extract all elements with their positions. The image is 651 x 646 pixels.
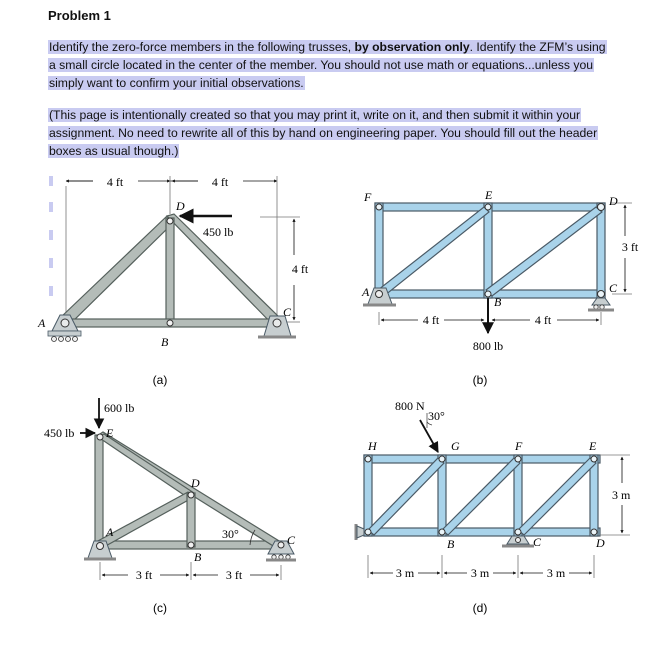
truss-d-members	[364, 455, 600, 536]
truss-b-member-AE	[378, 207, 489, 296]
truss-b-member-FA	[375, 203, 383, 298]
truss-d-member-top	[364, 455, 600, 463]
truss-a-node-C: C	[283, 305, 292, 319]
truss-c-member-AD	[96, 492, 192, 548]
truss-d-angle: 30°	[428, 409, 445, 423]
truss-c	[44, 398, 296, 615]
truss-b-support-C	[588, 298, 614, 310]
truss-d-support-H	[356, 524, 364, 540]
truss-c-node-A: A	[106, 525, 114, 539]
truss-d-node-D: D	[596, 536, 605, 550]
truss-c-caption: (c)	[153, 601, 167, 615]
truss-d-dim-2: 3 m	[470, 566, 490, 580]
truss-d-support-C	[502, 536, 534, 546]
truss-a-member-AD	[60, 216, 174, 326]
truss-b-node-B: B	[494, 295, 502, 309]
truss-a-members	[60, 214, 282, 327]
truss-c-dimensions	[100, 562, 281, 580]
truss-b-members	[375, 203, 605, 298]
truss-c-angle: 30°	[222, 527, 239, 541]
truss-b-member-BD	[486, 207, 602, 296]
instructions-text-a: Identify the zero-force members in the following trusses,	[49, 40, 355, 54]
truss-d-dim-height: 3 m	[612, 488, 631, 502]
instructions-emphasis: by observation only	[354, 40, 470, 54]
truss-d-member-bottom	[364, 528, 600, 536]
problem-title: Problem 1	[48, 8, 111, 23]
truss-a-node-A: A	[38, 316, 46, 330]
truss-a	[37, 175, 309, 387]
truss-c-load-vertical-label: 600 lb	[104, 401, 135, 415]
truss-d-node-E: E	[589, 439, 597, 453]
truss-d-load-arrow	[420, 420, 438, 452]
truss-d-load-label: 800 N	[395, 399, 425, 413]
truss-d-node-G: G	[451, 439, 460, 453]
submission-note-text: (This page is intentionally created so that you may print it, write on it, and then submit it within your assignment. No need to rewrite all of this by hand on engineering paper. You should fill out the header boxes as usual though.)	[49, 108, 598, 158]
truss-a-dimensions	[66, 176, 300, 322]
truss-a-dim-right: 4 ft	[211, 175, 229, 189]
truss-b-dim-height: 3 ft	[621, 240, 639, 254]
truss-d-member-H	[364, 455, 372, 536]
truss-b-node-D: D	[609, 194, 618, 208]
truss-b-node-C: C	[609, 281, 618, 295]
truss-b-dim-right: 4 ft	[534, 313, 552, 327]
truss-c-dim-left: 3 ft	[135, 568, 153, 582]
truss-d-member-diag2	[442, 458, 520, 535]
truss-b-node-E: E	[485, 188, 493, 202]
truss-c-dim-right: 3 ft	[225, 568, 243, 582]
truss-d-dim-3: 3 m	[546, 566, 566, 580]
truss-b-load-label: 800 lb	[472, 339, 504, 353]
truss-a-dim-height: 4 ft	[291, 262, 309, 276]
truss-a-load-label: 450 lb	[203, 225, 234, 239]
truss-b-caption: (b)	[472, 373, 488, 387]
truss-c-member-DB	[187, 493, 195, 547]
truss-d-caption: (d)	[472, 601, 488, 615]
truss-a-dim-left: 4 ft	[106, 175, 124, 189]
truss-c-node-C: C	[287, 533, 296, 547]
truss-b	[361, 188, 639, 387]
truss-b-member-EB	[484, 203, 492, 298]
truss-a-margin-marks	[51, 176, 66, 318]
truss-d-member-diag1	[368, 458, 444, 535]
truss-b-member-DC	[597, 203, 605, 298]
truss-d-dim-1: 3 m	[395, 566, 415, 580]
truss-a-node-D: D	[176, 199, 185, 213]
truss-c-member-ED	[98, 434, 194, 499]
instructions-text-c: . Identify the ZFM’s using a small circle located in the center of the member. You should not use math or equations...unless you simply want to confirm your initial observations.	[49, 40, 606, 90]
truss-c-load-horizontal-label: 450 lb	[44, 426, 75, 440]
truss-c-member-EA	[95, 435, 103, 549]
truss-c-node-D: D	[191, 476, 200, 490]
truss-b-dim-left: 4 ft	[422, 313, 440, 327]
truss-c-node-B: B	[194, 550, 202, 564]
truss-b-node-F: F	[364, 190, 372, 204]
truss-c-node-E: E	[106, 426, 114, 440]
truss-d-node-H: H	[368, 439, 377, 453]
truss-a-caption: (a)	[152, 373, 168, 387]
truss-d-node-B: B	[447, 537, 455, 551]
truss-d	[356, 399, 631, 615]
truss-c-members	[95, 432, 284, 549]
truss-a-member-DB	[166, 218, 174, 324]
truss-d-node-C: C	[533, 535, 542, 549]
truss-d-node-F: F	[515, 439, 523, 453]
truss-a-node-B: B	[161, 335, 169, 349]
truss-b-node-A: A	[362, 285, 370, 299]
truss-d-member-diag3	[518, 458, 596, 535]
